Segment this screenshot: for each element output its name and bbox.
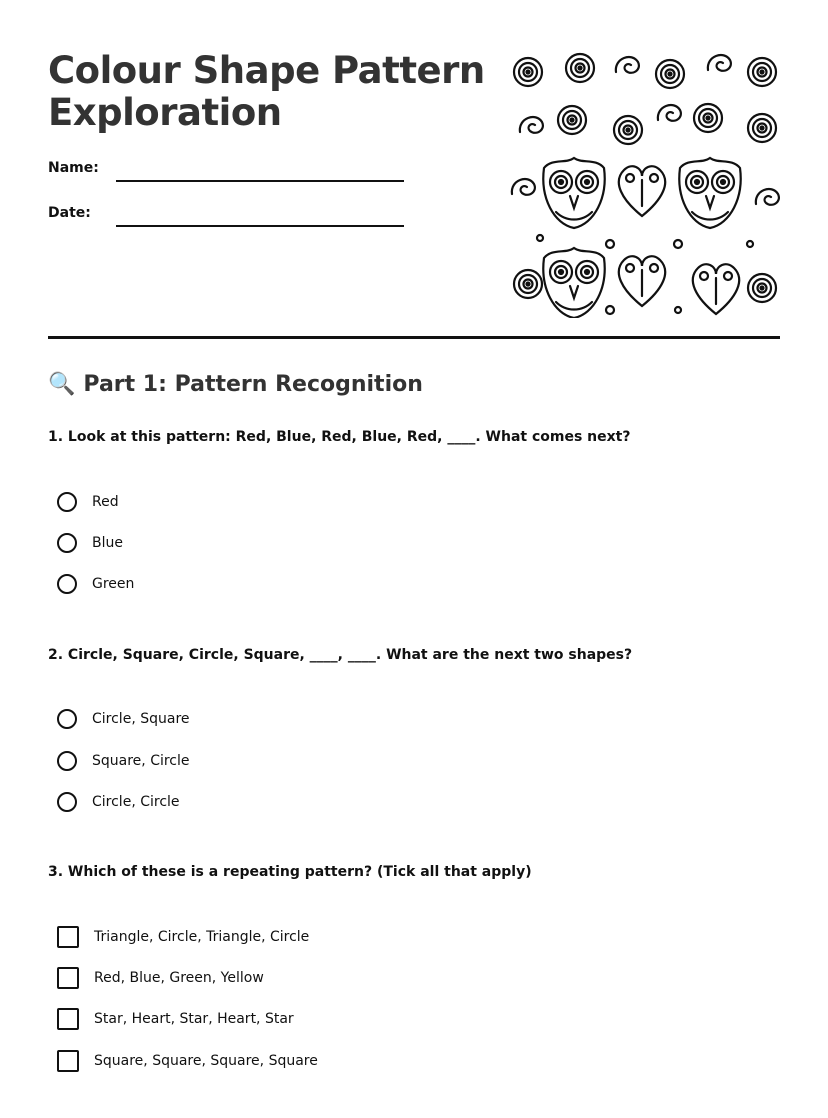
q1-option-blue[interactable] (57, 533, 123, 553)
radio-button[interactable] (57, 751, 77, 771)
option-label: Circle, Circle (92, 794, 180, 810)
option-label: Circle, Square (92, 711, 190, 727)
worksheet-title: Colour Shape Pattern Exploration (48, 49, 485, 134)
option-label: Red, Blue, Green, Yellow (94, 970, 264, 986)
name-field[interactable] (116, 180, 404, 182)
checkbox[interactable] (57, 1050, 79, 1072)
option-label: Blue (92, 535, 123, 551)
date-label: Date: (48, 205, 91, 221)
q3-option-3[interactable] (57, 1008, 294, 1030)
checkbox[interactable] (57, 1008, 79, 1030)
radio-button[interactable] (57, 492, 77, 512)
q3-option-4[interactable] (57, 1050, 318, 1072)
radio-button[interactable] (57, 533, 77, 553)
part1-heading (48, 372, 423, 397)
option-label: Red (92, 494, 119, 510)
radio-button[interactable] (57, 709, 77, 729)
question-2: 2. Circle, Square, Circle, Square, ____, ____. What are the next two shapes? (48, 647, 633, 663)
pattern-illustration (510, 48, 780, 318)
checkbox[interactable] (57, 967, 79, 989)
option-label: Green (92, 576, 135, 592)
option-label: Square, Circle (92, 753, 190, 769)
q2-option-square-circle[interactable] (57, 751, 190, 771)
q3-option-2[interactable] (57, 967, 264, 989)
part1-title: Part 1: Pattern Recognition (83, 372, 423, 397)
question-1: 1. Look at this pattern: Red, Blue, Red, Blue, Red, ____. What comes next? (48, 429, 631, 445)
option-label: Star, Heart, Star, Heart, Star (94, 1011, 294, 1027)
question-3: 3. Which of these is a repeating pattern? (Tick all that apply) (48, 864, 532, 880)
option-label: Square, Square, Square, Square (94, 1053, 318, 1069)
q1-option-green[interactable] (57, 574, 134, 594)
magnifying-glass-icon: 🔍 (48, 372, 76, 397)
date-field[interactable] (116, 225, 404, 227)
q2-option-circle-square[interactable] (57, 709, 190, 729)
q1-option-red[interactable] (57, 492, 119, 512)
radio-button[interactable] (57, 574, 77, 594)
checkbox[interactable] (57, 926, 79, 948)
radio-button[interactable] (57, 792, 77, 812)
header-divider (48, 336, 780, 339)
option-label: Triangle, Circle, Triangle, Circle (94, 929, 310, 945)
name-label: Name: (48, 160, 99, 176)
q3-option-1[interactable] (57, 926, 309, 948)
q2-option-circle-circle[interactable] (57, 792, 180, 812)
